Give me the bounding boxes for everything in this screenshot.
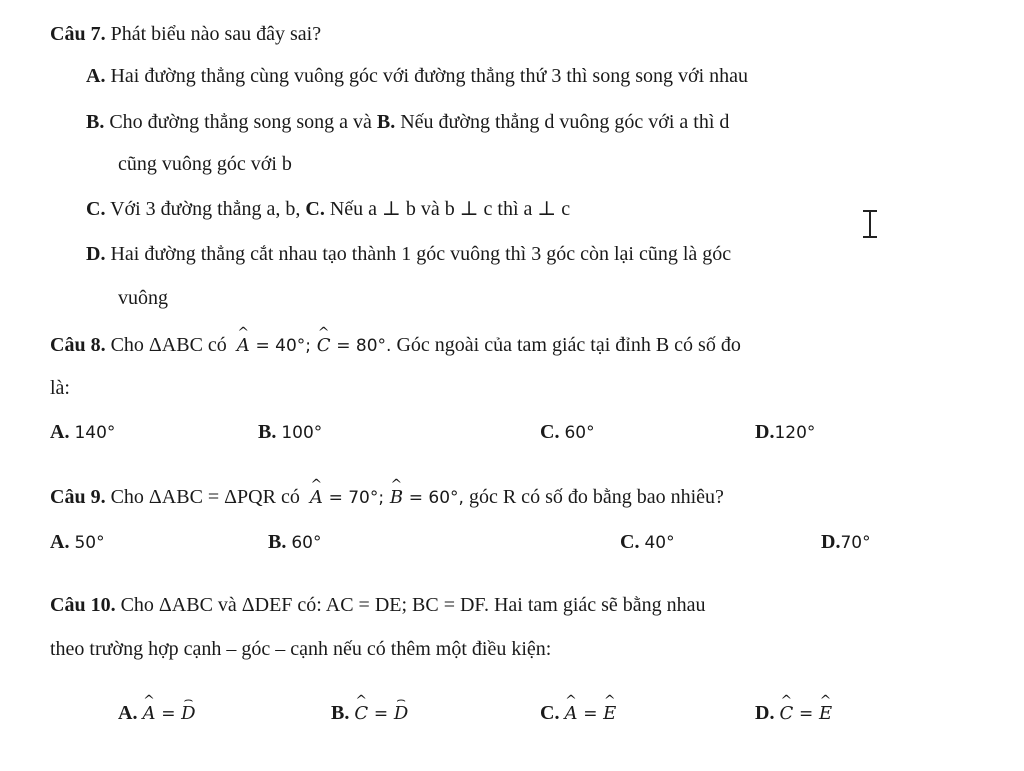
q9-option-d-label: D. — [821, 531, 841, 553]
q9-text-a: Cho ΔABC = ΔPQR có — [110, 486, 300, 508]
q9-angle-b: ^ B — [390, 486, 403, 510]
q10-option-c-right: ^ E — [603, 702, 616, 726]
q7-option-c-text-b: Nếu a ⊥ b và b ⊥ c thì a ⊥ c — [329, 198, 571, 220]
q10-heading — [50, 593, 706, 617]
q9-option-a-label: A. — [50, 531, 70, 553]
q8-eq-c: = 80°. — [336, 336, 392, 356]
q9-option-a — [50, 530, 105, 555]
q7-option-c — [86, 197, 570, 221]
q10-option-d-eq: = — [798, 704, 814, 724]
q7-option-a-label: A. — [86, 65, 106, 87]
q9-title: Câu 9. — [50, 486, 106, 508]
q10-option-c-left: ^ A — [564, 702, 577, 726]
q7-heading — [50, 22, 321, 46]
q10-option-c-label: C. — [540, 702, 560, 724]
q10-option-a-right: ⌢ D — [181, 702, 195, 726]
q7-option-b-text-a: Cho đường thẳng song song a và — [109, 111, 372, 133]
q10-option-d-label: D. — [755, 702, 775, 724]
q10-option-d-left: ^ C — [779, 702, 793, 726]
q8-option-b-value: 100° — [281, 423, 323, 443]
q8-option-b-label: B. — [258, 421, 277, 443]
q7-option-a-text: Hai đường thẳng cùng vuông góc với đường thẳng thứ 3 thì song song với nhau — [110, 65, 749, 87]
q7-option-d-text: Hai đường thẳng cắt nhau tạo thành 1 góc vuông thì 3 góc còn lại cũng là góc — [110, 243, 732, 265]
q8-option-a — [50, 420, 115, 445]
q10-option-a-label: A. — [118, 702, 138, 724]
q7-option-c-text-a: Với 3 đường thẳng a, b, — [110, 198, 301, 220]
q9-option-c-value: 40° — [644, 533, 675, 553]
q9-eq-a: = 70°; — [328, 488, 385, 508]
q9-option-d — [821, 530, 871, 555]
q8-option-a-value: 140° — [74, 423, 116, 443]
q9-option-c-label: C. — [620, 531, 640, 553]
q7-option-d — [86, 242, 731, 266]
q9-option-b-label: B. — [268, 531, 287, 553]
q9-eq-b: = 60°, — [408, 488, 464, 508]
q9-option-d-value: 70° — [840, 533, 871, 553]
q8-angle-c: ^ C — [317, 334, 331, 358]
q10-option-b-left: ^ C — [354, 702, 368, 726]
q10-option-a-eq: = — [161, 704, 176, 724]
q10-option-d-right: ^ E — [819, 702, 832, 726]
q10-option-b-eq: = — [373, 704, 389, 724]
q7-option-c-label: C. — [86, 198, 106, 220]
q7-prompt: Phát biểu nào sau đây sai? — [110, 23, 322, 45]
q8-eq-a: = 40°; — [255, 336, 312, 356]
q8-option-d-value: 120° — [774, 423, 816, 443]
q8-option-d — [755, 420, 815, 445]
q8-option-a-label: A. — [50, 421, 70, 443]
q10-option-a-left: ^ A — [142, 702, 155, 726]
q10-text1: Cho ΔABC và ΔDEF có: AC = DE; BC = DF. Hai tam giác sẽ bằng nhau — [120, 594, 706, 616]
q8-option-c — [540, 420, 595, 445]
q7-option-b-line2: cũng vuông góc với b — [118, 153, 292, 175]
q10-option-c-eq: = — [583, 704, 598, 724]
q7-option-b-label: B. — [86, 111, 105, 133]
q8-heading — [50, 333, 741, 358]
q8-title: Câu 8. — [50, 334, 106, 356]
q8-line2: là: — [50, 377, 70, 399]
q10-option-c — [540, 701, 616, 726]
q8-text-a: Cho ΔABC có — [110, 334, 227, 356]
q7-option-d-line2: vuông — [118, 287, 168, 309]
q7-option-a — [86, 64, 748, 88]
q7-option-b — [86, 110, 729, 134]
q10-option-a — [118, 701, 196, 726]
q7-option-d-label: D. — [86, 243, 106, 265]
q10-line2: theo trường hợp cạnh – góc – cạnh nếu có thêm một điều kiện: — [50, 638, 552, 660]
q8-angle-a: ^ A — [237, 334, 250, 358]
q9-option-b — [268, 530, 321, 555]
q7-option-b-bold: B. — [376, 111, 396, 133]
q8-option-d-label: D. — [755, 421, 775, 443]
q9-option-b-value: 60° — [291, 533, 322, 553]
q8-text-b: Góc ngoài của tam giác tại đỉnh B có số đo — [396, 334, 741, 356]
q9-option-a-value: 50° — [74, 533, 105, 553]
q7-title: Câu 7. — [50, 23, 106, 45]
text-cursor-icon — [862, 210, 878, 238]
q10-option-d — [755, 701, 832, 726]
q10-option-b — [331, 701, 408, 726]
q9-option-c — [620, 530, 675, 555]
q10-option-b-right: ⌢ D — [394, 702, 408, 726]
q10-option-b-label: B. — [331, 702, 350, 724]
q8-option-c-label: C. — [540, 421, 560, 443]
q7-option-b-text-b: Nếu đường thẳng d vuông góc với a thì d — [400, 111, 730, 133]
q9-heading — [50, 485, 724, 510]
q9-angle-a: ^ A — [310, 486, 323, 510]
q8-option-c-value: 60° — [564, 423, 595, 443]
q7-option-c-bold: C. — [305, 198, 325, 220]
q10-title: Câu 10. — [50, 594, 116, 616]
q8-option-b — [258, 420, 322, 445]
q9-text-b: góc R có số đo bằng bao nhiêu? — [468, 486, 724, 508]
